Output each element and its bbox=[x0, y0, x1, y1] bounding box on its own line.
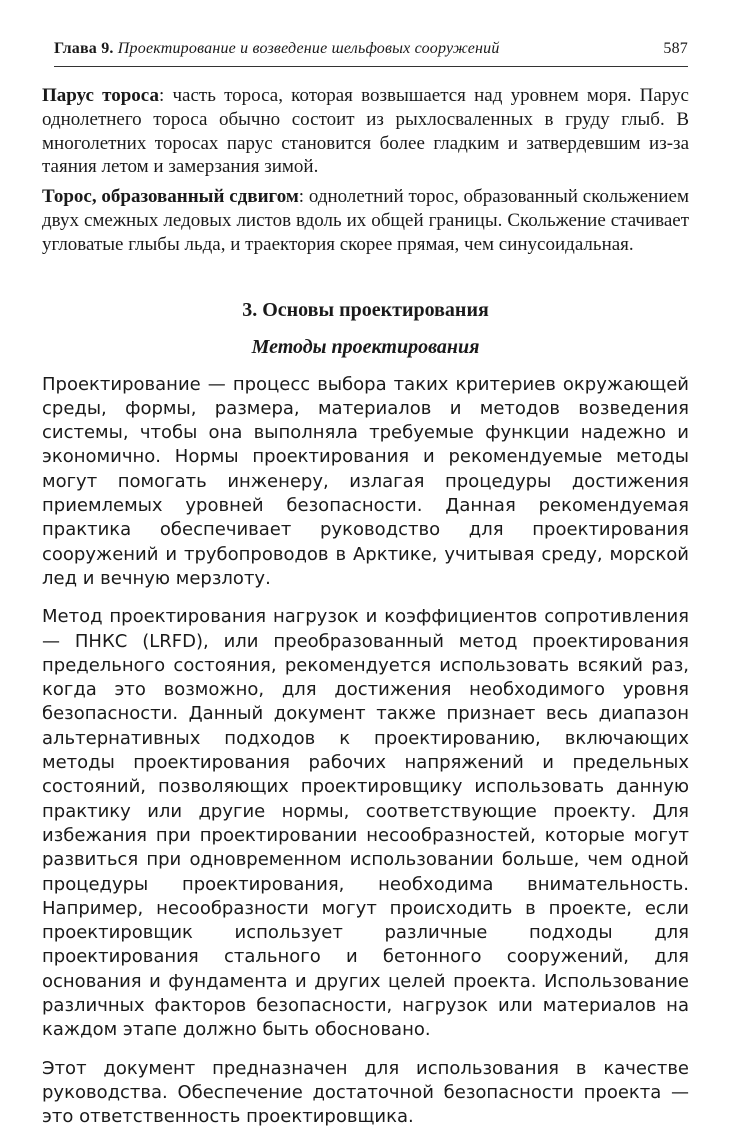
running-header bbox=[54, 40, 688, 66]
chapter-label: Глава 9. bbox=[54, 40, 114, 57]
definition-term: Парус тороса bbox=[42, 85, 159, 106]
definition-text: : однолетний торос, образованный скольжением двух смежных ледовых листов вдоль их общей границы. Скольжение стачивает угловатые глыбы льда, и траектория скорее прямая, чем синусоидальная. bbox=[42, 186, 689, 255]
definition-sail bbox=[42, 84, 689, 179]
definition-shear-ridge bbox=[42, 185, 689, 256]
paragraph-design-definition: Проектирование — процесс выбора таких критериев окружающей среды, формы, размера, материалов и методов возведения системы, чтобы она выполняла требуемые функции надежно и экономично. Нормы проектирования и рекомендуемые методы могут помогать инженеру, излагая процедуры достижения приемлемых уровней безопасности. Данная рекомендуемая практика обеспечивает руководство для проектирования сооружений и трубопроводов в Арктике, учитывая среду, морской лед и вечную мерзлоту. bbox=[42, 373, 689, 589]
section-heading: 3. Основы проектирования bbox=[242, 298, 489, 321]
paragraph-lrfd-method: Метод проектирования нагрузок и коэффициентов сопротивления — ПНКС (LRFD), или преобразованный метод проектирования предельного состояния, рекомендуется использовать всякий раз, когда это возможно, для достижения необходимого уровня безопасности. Данный документ также признает весь диапазон альтернативных подходов к проектированию, включающих методы проектирования рабочих напряжений и предельных состояний, позволяющих проектировщику использовать данную практику или другие нормы, соответствующие проекту. Для избежания при проектировании несообразностей, которые могут развиться при одновременном использовании больше, чем одной процедуры проектирования, необходима внимательность. Например, несообразности могут происходить в проекте, если проектировщик использует различные подходы для проектирования стального и бетонного сооружений, для основания и фундамента и других целей проекта. Использование различных факторов безопасности, нагрузок или материалов на каждом этапе должно быть обосновано. bbox=[42, 606, 689, 1041]
subsection-heading: Методы проектирования bbox=[251, 335, 480, 358]
paragraph-responsibility: Этот документ предназначен для использования в качестве руководства. Обеспечение достаточной безопасности проекта — это ответственность проектировщика. bbox=[42, 1057, 689, 1128]
definition-term: Торос, образованный сдвигом bbox=[42, 186, 299, 208]
definition-text: : часть тороса, которая возвышается над уровнем моря. Парус однолетнего тороса обычно состоит из рыхлосваленных в груду глыб. В многолетних торосах парус становится более гладким и затвердевшим из-за таяния летом и замерзания зимой. bbox=[42, 85, 689, 178]
page-number: 587 bbox=[663, 40, 688, 57]
header-rule bbox=[54, 66, 688, 67]
page-body bbox=[42, 84, 689, 1143]
chapter-title: Проектирование и возведение шельфовых сооружений bbox=[117, 40, 500, 57]
